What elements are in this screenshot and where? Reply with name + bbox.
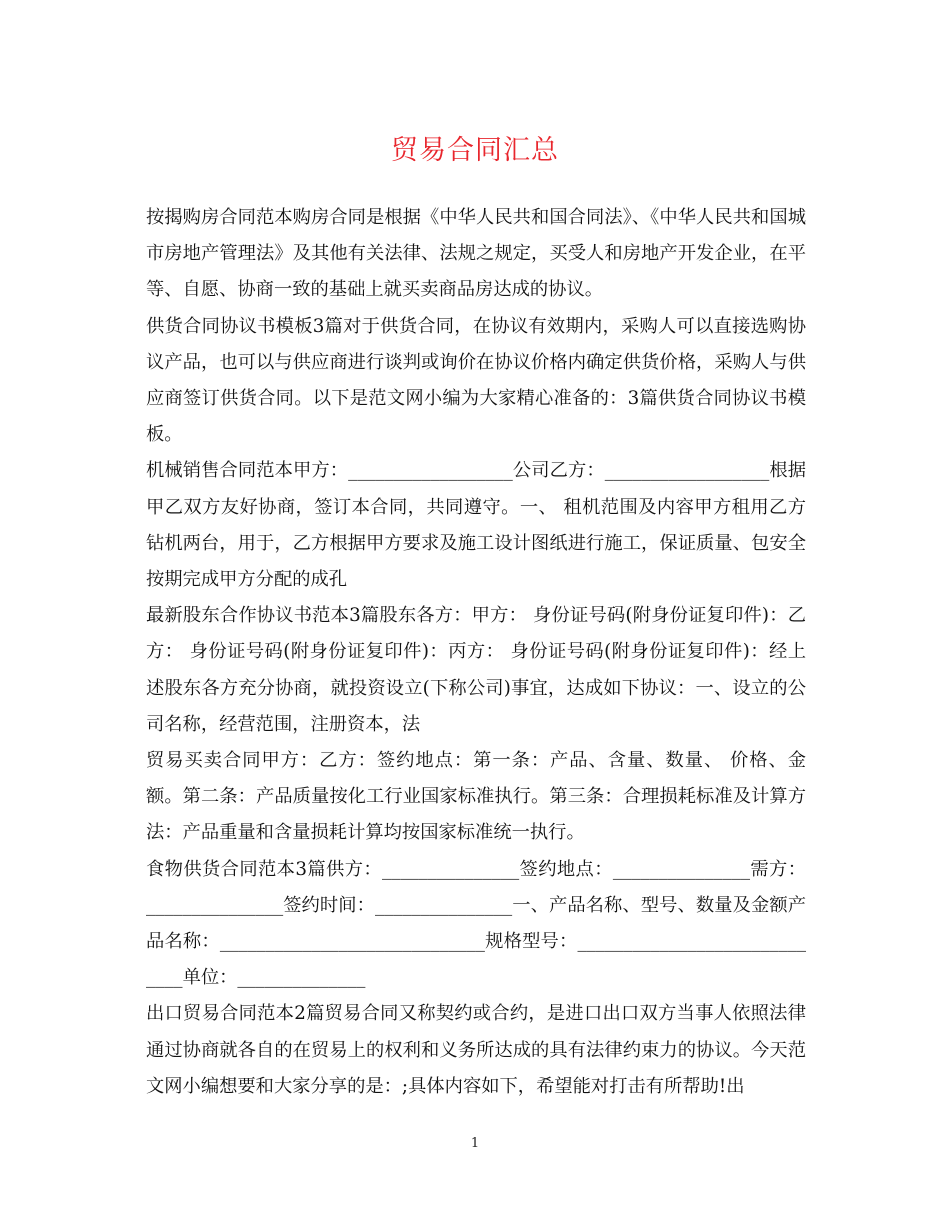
document-body: [146, 200, 806, 1105]
paragraph-machinery-sales: 机械销售合同范本甲方：__________________公司乙方：__________________根据甲乙双方友好协商，签订本合同，共同遵守。一、 租机范围及内容甲方租用乙方钻机两台，用于，乙方根据甲方要求及施工设计图纸进行施工，保证质量、包安全按期完成甲方分配的成孔: [146, 460, 806, 591]
paragraph-food-supply: 食物供货合同范本3篇供方：_______________签约地点：_______________需方：_______________签约时间：_______________一、产品名称、型号、数量及金额产品名称：_____________________________规格型号：_____________________________单位：______________: [146, 858, 806, 989]
paragraph-export-trade: 出口贸易合同范本2篇贸易合同又称契约或合约，是进口出口双方当事人依照法律通过协商就各自的在贸易上的权利和义务所达成的具有法律约束力的协议。今天范文网小编想要和大家分享的是：;具体内容如下，希望能对打击有所帮助!出: [146, 1003, 806, 1097]
paragraph-supply-agreement: 供货合同协议书模板3篇对于供货合同，在协议有效期内，采购人可以直接选购协议产品，也可以与供应商进行谈判或询价在协议价格内确定供货价格，采购人与供应商签订供货合同。以下是范文网小编为大家精心准备的：3篇供货合同协议书模板。: [146, 315, 806, 446]
paragraph-mortgage-contract: 按揭购房合同范本购房合同是根据《中华人民共和国合同法》、《中华人民共和国城市房地产管理法》及其他有关法律、法规之规定，买受人和房地产开发企业，在平等、自愿、协商一致的基础上就买卖商品房达成的协议。: [146, 207, 806, 301]
page-number: 1: [470, 1136, 480, 1151]
document-title: 贸易合同汇总: [391, 135, 559, 166]
paragraph-trade-sale: 贸易买卖合同甲方：乙方：签约地点：第一条：产品、含量、数量、 价格、金额。第二条：产品质量按化工行业国家标准执行。第三条：合理损耗标准及计算方法：产品重量和含量损耗计算均按国家标准统一执行。: [146, 750, 806, 844]
paragraph-shareholder-agreement: 最新股东合作协议书范本3篇股东各方：甲方： 身份证号码(附身份证复印件)：乙方： 身份证号码(附身份证复印件)：丙方： 身份证号码(附身份证复印件)：经上述股东各方充分协商，就投资设立(下称公司)事宜，达成如下协议：一、设立的公司名称，经营范围，注册资本，法: [146, 605, 806, 735]
